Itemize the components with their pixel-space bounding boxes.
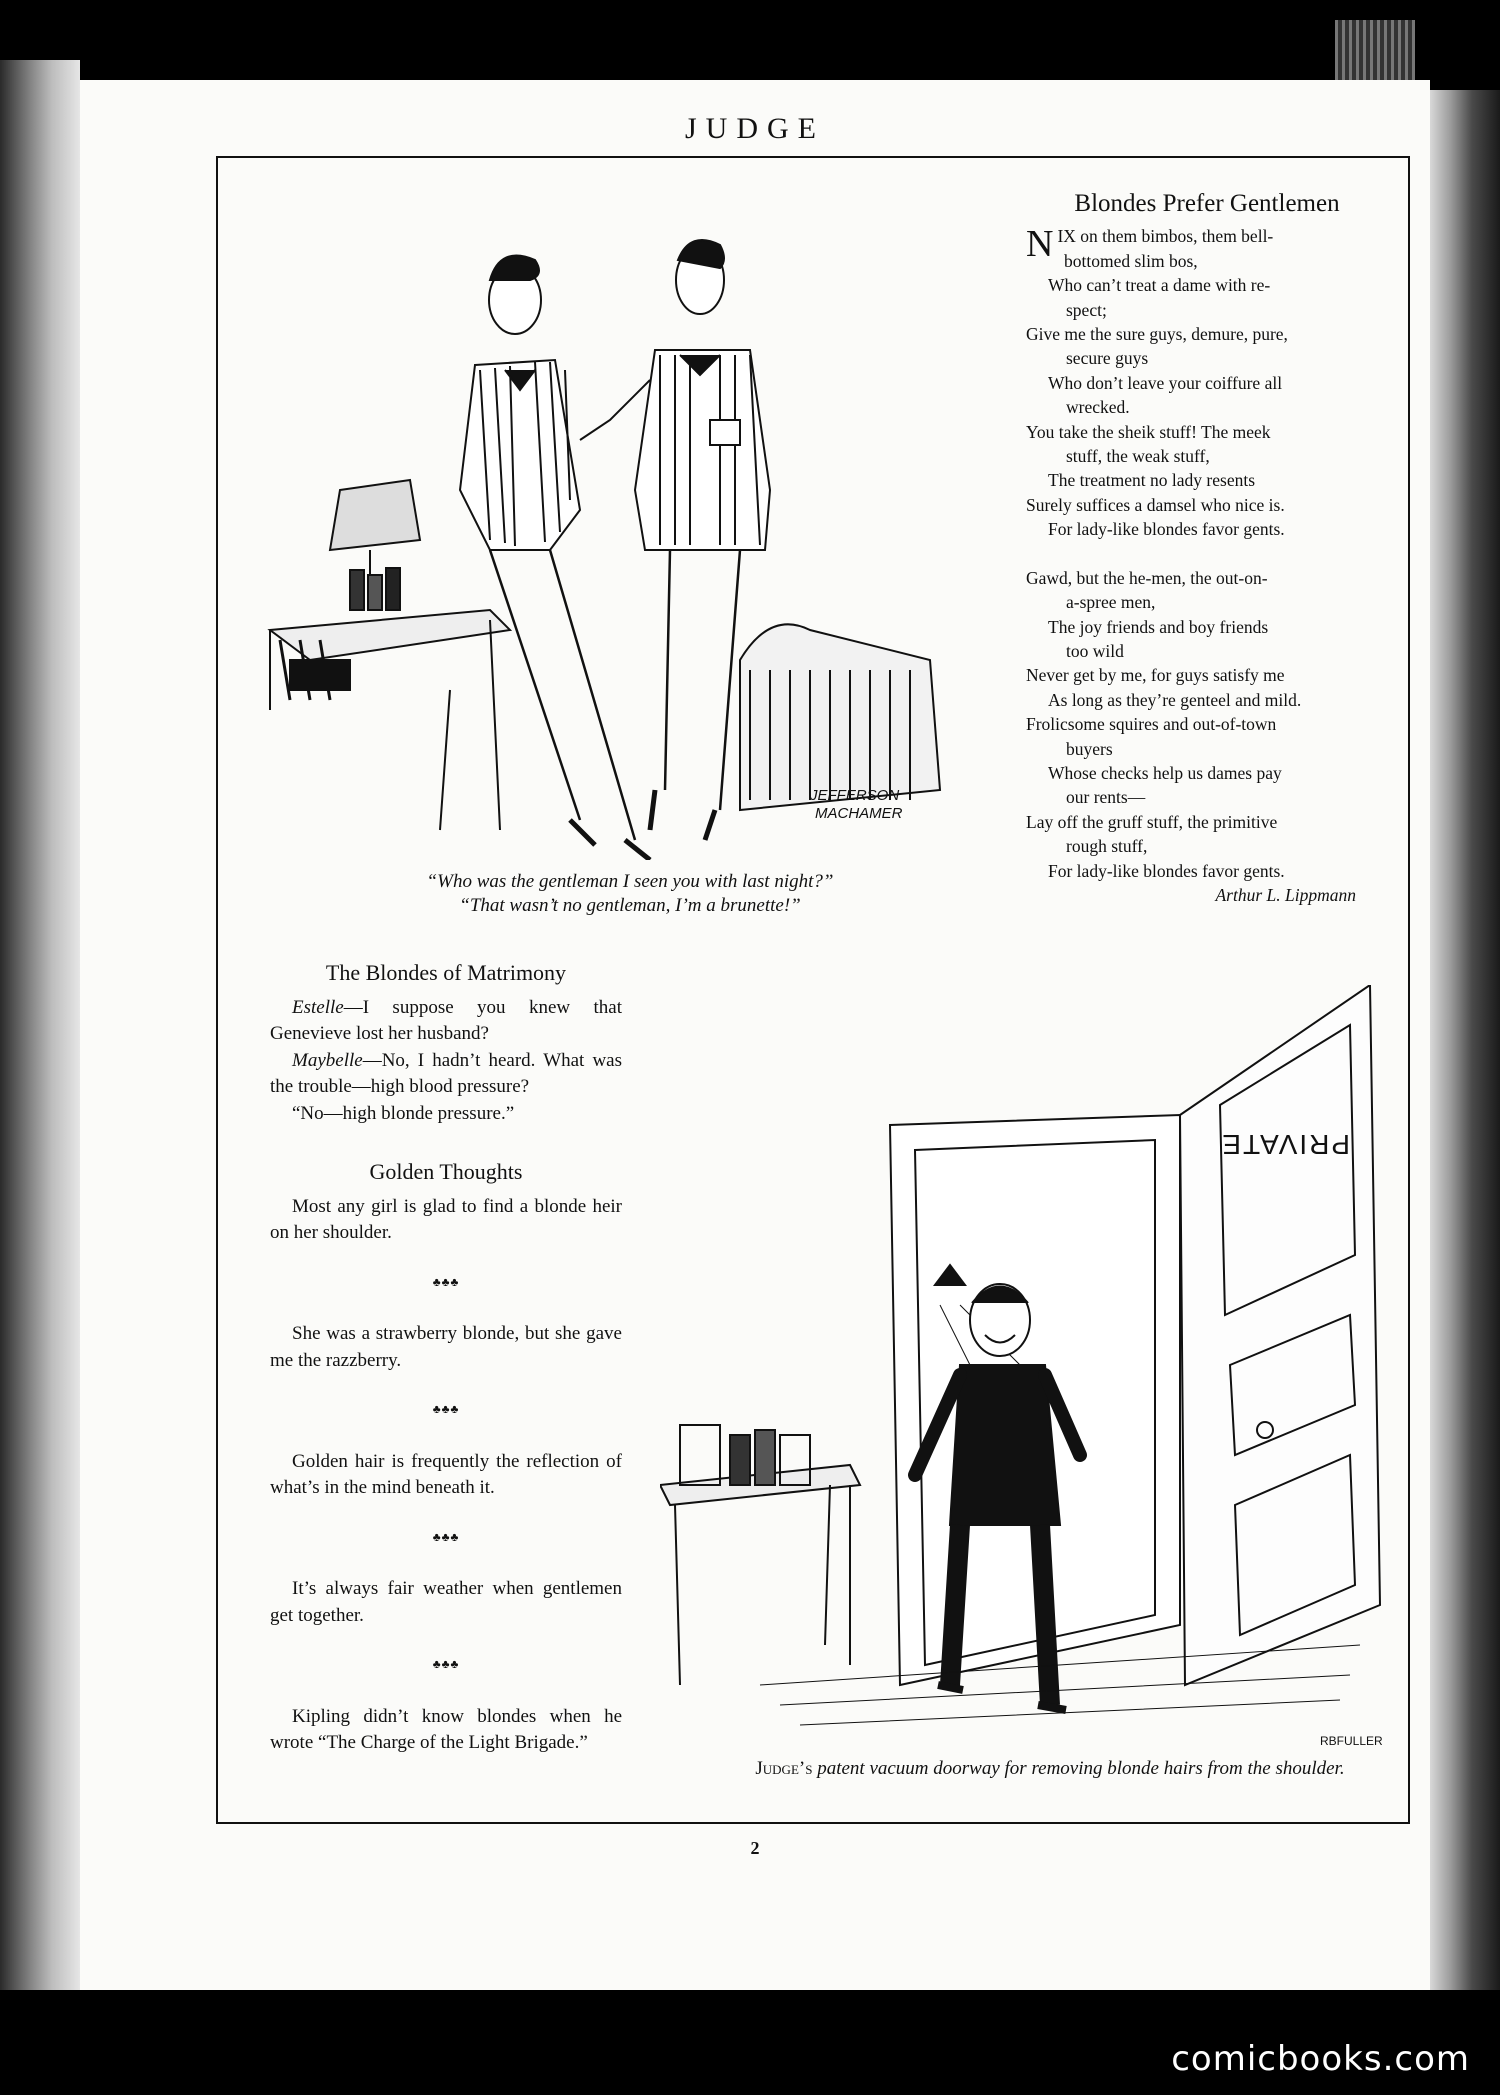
cartoon1-caption-line1: “Who was the gentleman I seen you with last night?” xyxy=(426,871,834,892)
poem-line: Whose checks help us dames pay xyxy=(1048,762,1282,783)
poem-line: You take the sheik stuff! The meek xyxy=(1026,421,1271,442)
poem-line: For lady-like blondes favor gents. xyxy=(1048,519,1285,540)
matrimony-title: The Blondes of Matrimony xyxy=(325,960,567,985)
golden-thoughts-title: Golden Thoughts xyxy=(369,1159,523,1184)
poem-line: Give me the sure guys, demure, pure, xyxy=(1026,324,1288,345)
ornament-separator: ♣♣♣ xyxy=(432,1529,460,1544)
ornament-separator: ♣♣♣ xyxy=(432,1274,460,1289)
poem-title: Blondes Prefer Gentlemen xyxy=(1074,190,1340,217)
poem-line: rough stuff, xyxy=(1066,836,1148,857)
cartoon1-signature: JEFFERSON xyxy=(810,787,900,804)
poem-line: Who can’t treat a dame with re- xyxy=(1048,275,1271,296)
poem-line: our rents— xyxy=(1066,787,1146,808)
page-number: 2 xyxy=(750,1838,760,1858)
golden-thought-3: Golden hair is frequently the reflection of what’s in the mind beneath it. xyxy=(270,1450,622,1498)
speaker-maybelle: Maybelle xyxy=(292,1049,363,1071)
caption-rest: patent vacuum doorway for removing blonde hairs from the shoulder. xyxy=(812,1758,1345,1779)
poem-line: Gawd, but the he-men, the out-on- xyxy=(1026,567,1268,588)
poem-line: wrecked. xyxy=(1066,397,1130,418)
matrimony-dialogue-3: “No—high blonde pressure.” xyxy=(292,1102,515,1124)
cartoon2-signature: RBFULLER xyxy=(1320,1734,1383,1748)
door-sign-private: PRIVATE xyxy=(1220,1129,1350,1160)
poem-line: For lady-like blondes favor gents. xyxy=(1048,860,1285,881)
golden-thought-5: Kipling didn’t know blondes when he wrote “The Charge of the Light Brigade.” xyxy=(270,1705,622,1753)
poem-dropcap: N xyxy=(1026,223,1054,266)
golden-thought-4: It’s always fair weather when gentlemen get together. xyxy=(270,1578,622,1626)
poem-line: The joy friends and boy friends xyxy=(1048,616,1269,637)
poem-line: IX on them bimbos, them bell- xyxy=(1057,226,1274,247)
matrimony-dialogue-2: Maybelle—No, I hadn’t heard. What was the trouble—high blood pressure? xyxy=(270,1049,622,1097)
poem-line: secure guys xyxy=(1066,348,1149,369)
book-binding-right xyxy=(1430,90,1500,1990)
cartoon-two-women-drawing xyxy=(250,190,950,860)
caption-smallcaps: Judge’s xyxy=(755,1758,813,1779)
poem-line: bottomed slim bos, xyxy=(1064,250,1198,271)
cartoon1-signature-2: MACHAMER xyxy=(815,805,903,822)
poem-author: Arthur L. Lippmann xyxy=(1215,884,1356,905)
poem-line: buyers xyxy=(1066,738,1113,759)
poem-line: spect; xyxy=(1066,299,1107,320)
watermark: comicbooks.com xyxy=(1171,2039,1470,2079)
cartoon-doorway-drawing xyxy=(660,985,1400,1750)
jokes-column xyxy=(270,960,622,1757)
cartoon1-caption-line2: “That wasn’t no gentleman, I’m a brunette!” xyxy=(459,895,801,916)
matrimony-dialogue-1: Estelle—I suppose you knew that Genevieve lost her husband? xyxy=(270,996,622,1044)
magazine-page xyxy=(80,80,1430,1990)
golden-thought-1: Most any girl is glad to find a blonde heir on her shoulder. xyxy=(270,1195,622,1243)
poem-line: too wild xyxy=(1066,640,1124,661)
poem-line: a-spree men, xyxy=(1066,592,1156,613)
poem-line: Never get by me, for guys satisfy me xyxy=(1026,665,1285,686)
book-binding-left xyxy=(0,60,80,1990)
page-edge-tab xyxy=(1335,20,1415,80)
poem-line: Lay off the gruff stuff, the primitive xyxy=(1026,811,1278,832)
poem-line: Who don’t leave your coiffure all xyxy=(1048,372,1283,393)
cartoon1-caption xyxy=(330,870,930,918)
poem-line: Frolicsome squires and out-of-town xyxy=(1026,714,1277,735)
cartoon-two-women-illustration xyxy=(250,190,950,860)
masthead: JUDGE xyxy=(685,112,825,145)
poem-line: Surely suffices a damsel who nice is. xyxy=(1026,494,1285,515)
poem-line: stuff, the weak stuff, xyxy=(1066,446,1210,467)
golden-thought-2: She was a strawberry blonde, but she gave me the razzberry. xyxy=(270,1323,622,1371)
poem-blondes-prefer-gentlemen xyxy=(1026,192,1388,907)
cartoon2-caption xyxy=(700,1758,1400,1780)
cartoon-vacuum-doorway-illustration xyxy=(660,985,1400,1750)
ornament-separator: ♣♣♣ xyxy=(432,1402,460,1416)
poem-line: As long as they’re genteel and mild. xyxy=(1048,689,1302,710)
poem-stanza-1 xyxy=(1026,224,1388,541)
ornament-separator: ♣♣♣ xyxy=(432,1657,460,1671)
poem-line: The treatment no lady resents xyxy=(1048,470,1256,491)
poem-stanza-2 xyxy=(1026,566,1388,883)
speaker-estelle: Estelle xyxy=(292,996,344,1018)
